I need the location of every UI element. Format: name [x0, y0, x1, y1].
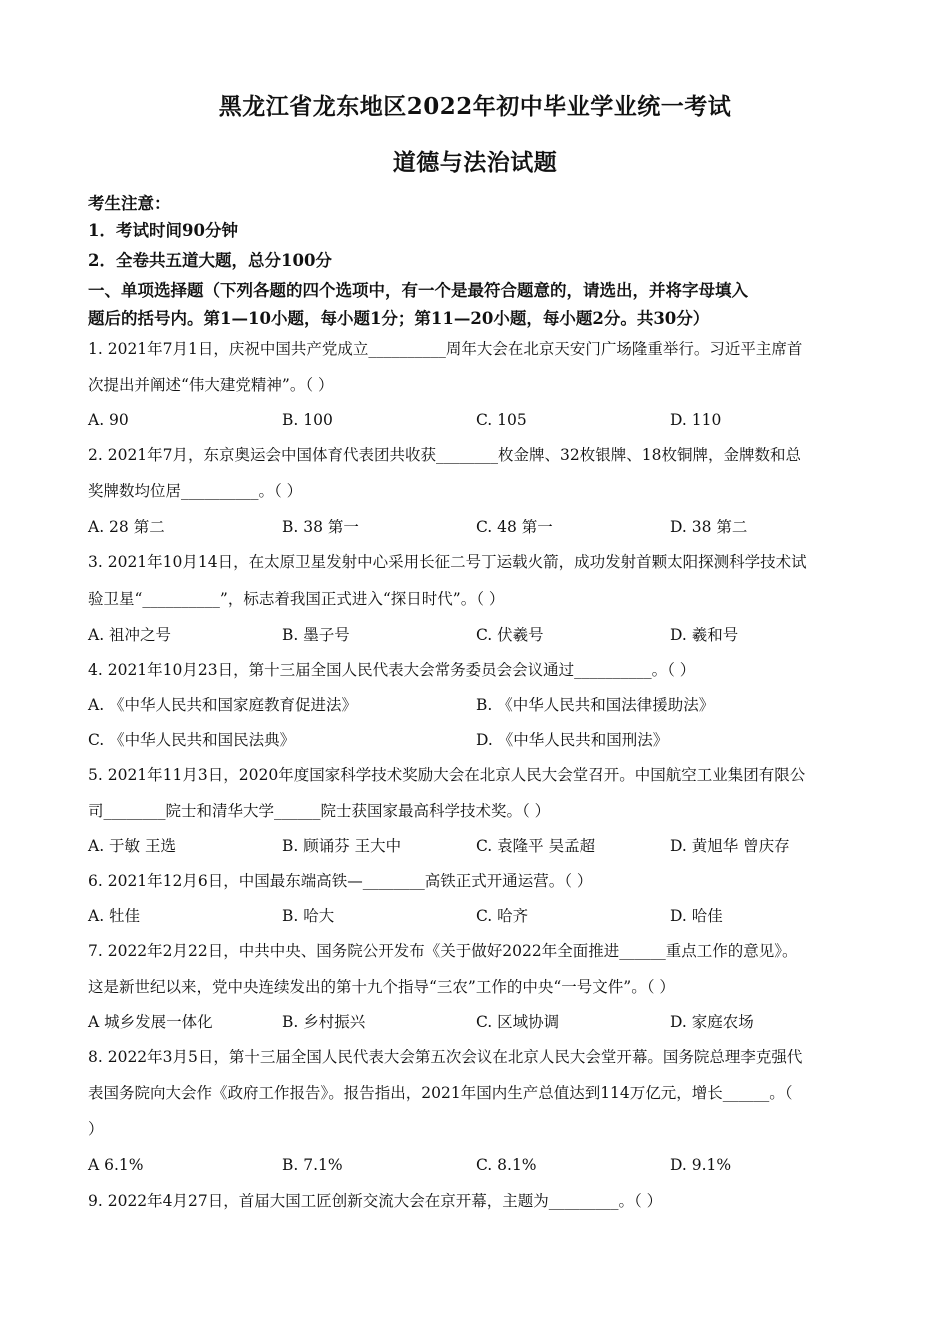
question-text: 6. 2021年12月6日，中国最东端高铁—________高铁正式开通运营。（ ） [88, 872, 593, 890]
question-text: 9. 2022年4月27日，首届大国工匠创新交流大会在京开幕，主题为_________。（ ） [88, 1192, 663, 1210]
option-b: B. 哈大 [282, 907, 335, 925]
question-text: 司________院士和清华大学______院士获国家最高科学技术奖。（ ） [88, 802, 551, 820]
option-a: A. 28 第二 [88, 518, 165, 536]
option-b: B. 乡村振兴 [282, 1013, 366, 1031]
option-d: D. 110 [670, 411, 722, 429]
question-text: 5. 2021年11月3日，2020年度国家科学技术奖励大会在北京人民大会堂召开。中国航空工业集团有限公 [88, 766, 806, 784]
question-text: 8. 2022年3月5日，第十三届全国人民代表大会第五次会议在北京人民大会堂开幕。国务院总理李克强代 [88, 1048, 803, 1066]
option-c: C. 48 第一 [476, 518, 553, 536]
option-d: D. 《中华人民共和国刑法》 [476, 731, 669, 749]
option-c: C. 区域协调 [476, 1013, 560, 1031]
option-c: C. 《中华人民共和国民法典》 [88, 731, 296, 749]
notice-heading: 考生注意： [88, 194, 171, 213]
option-a: A. 祖冲之号 [88, 626, 172, 644]
exam-subtitle: 道德与法治试题 [392, 149, 558, 176]
exam-title: 黑龙江省龙东地区2022年初中毕业学业统一考试 [218, 93, 732, 120]
question-text: 4. 2021年10月23日，第十三届全国人民代表大会常务委员会会议通过__________。（ ） [88, 661, 696, 679]
option-b: B. 38 第一 [282, 518, 359, 536]
question-text: 验卫星“__________”，标志着我国正式进入“探日时代”。（ ） [88, 590, 505, 608]
section-heading: 题后的括号内。第1—10小题，每小题1分；第11—20小题，每小题2分。共30分） [88, 309, 710, 328]
option-a: A 城乡发展一体化 [88, 1013, 213, 1031]
option-d: D. 家庭农场 [670, 1013, 754, 1031]
option-b: B. 100 [282, 411, 333, 429]
option-b: B. 《中华人民共和国法律援助法》 [476, 696, 715, 714]
question-text: 1. 2021年7月1日，庆祝中国共产党成立__________周年大会在北京天安门广场隆重举行。习近平主席首 [88, 340, 803, 358]
option-d: D. 黄旭华 曾庆存 [670, 837, 790, 855]
option-c: C. 8.1% [476, 1156, 537, 1174]
option-d: D. 38 第二 [670, 518, 748, 536]
question-text: 次提出并阐述“伟大建党精神”。（ ） [88, 376, 334, 394]
section-heading: 一、单项选择题（下列各题的四个选项中，有一个是最符合题意的，请选出，并将字母填入 [88, 281, 748, 300]
option-d: D. 哈佳 [670, 907, 723, 925]
option-a: A 6.1% [88, 1156, 144, 1174]
option-b: B. 墨子号 [282, 626, 350, 644]
option-a: A. 90 [88, 411, 129, 429]
question-text: 7. 2022年2月22日，中共中央、国务院公开发布《关于做好2022年全面推进______重点工作的意见》。 [88, 942, 798, 960]
option-d: D. 羲和号 [670, 626, 739, 644]
option-b: B. 7.1% [282, 1156, 343, 1174]
option-c: C. 伏羲号 [476, 626, 544, 644]
option-c: C. 105 [476, 411, 527, 429]
question-text: 奖牌数均位居__________。（ ） [88, 482, 303, 500]
option-b: B. 顾诵芬 王大中 [282, 837, 402, 855]
option-a: A. 于敏 王选 [88, 837, 176, 855]
notice-item: 2．全卷共五道大题，总分100分 [88, 251, 332, 270]
question-text: 表国务院向大会作《政府工作报告》。报告指出，2021年国内生产总值达到114万亿元，增长______。（ [88, 1084, 793, 1102]
question-text: 3. 2021年10月14日，在太原卫星发射中心采用长征二号丁运载火箭，成功发射首颗太阳探测科学技术试 [88, 553, 807, 571]
question-text: ） [88, 1120, 104, 1138]
notice-item: 1．考试时间90分钟 [88, 221, 238, 240]
option-a: A. 《中华人民共和国家庭教育促进法》 [88, 696, 358, 714]
option-c: C. 哈齐 [476, 907, 529, 925]
question-text: 2. 2021年7月，东京奥运会中国体育代表团共收获________枚金牌、32枚银牌、18枚铜牌，金牌数和总 [88, 446, 801, 464]
question-text: 这是新世纪以来，党中央连续发出的第十九个指导“三农”工作的中央“一号文件”。（ ） [88, 978, 675, 996]
option-d: D. 9.1% [670, 1156, 732, 1174]
option-a: A. 牡佳 [88, 907, 141, 925]
option-c: C. 袁隆平 吴孟超 [476, 837, 596, 855]
